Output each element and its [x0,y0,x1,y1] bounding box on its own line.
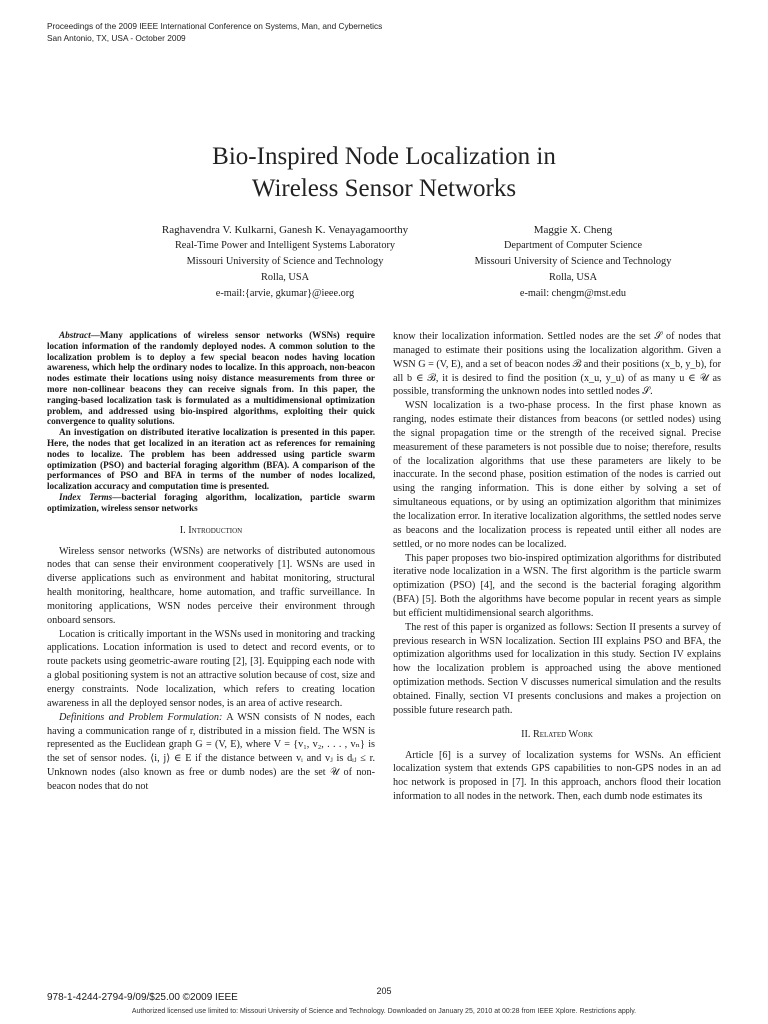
index-terms [47,492,375,514]
paper-title [0,141,768,205]
section-heading-related-work: II. Related Work [521,728,593,740]
right-paragraph-3: This paper proposes two bio-inspired optimization algorithms for distributed iterative node localization in a WSN. The first algorithm is the particle swarm optimization (PSO) [4], and the second is the bacterial foraging algorithm (BFA) [5]. Both the algorithms have become popular in recent years as simple but efficient multidimensional search algorithms. [393,552,721,619]
abstract-dash: — [90,330,100,340]
abstract-text-1: Many applications of wireless sensor networks (WSNs) require location information of the randomly deployed nodes. A common solution to the localization problem is to deploy a few special beacon nodes having location awareness, which help the ordinary nodes to localize. In this approach, non-beacon nodes estimate their locations using noisy distance measurements from three or more non-collinear beacons they can receive signals from. In this paper, the ranging-based localization task is formulated as a multidimensional optimization problem, and addressed using bio-inspired algorithms, exploiting their quick convergence to quality solutions. [47,330,375,427]
abstract [47,330,375,514]
index-terms-dash: — [112,491,122,502]
abstract-paragraph-2: An investigation on distributed iterative localization is presented in this paper. Here, the nodes that get localized in an iteration act as references for remaining nodes to localize. The problem has been addressed using particle swarm optimization (PSO) and bacterial foraging algorithm (BFA). A comparison of the performances of PSO and BFA in terms of the number of nodes localized, localization accuracy and computation time is presented. [47,427,375,492]
author-block-left [130,222,440,302]
author-location: Rolla, USA [260,272,310,283]
right-paragraph-1: know their localization information. Settled nodes are the set 𝒮 of nodes that managed to estimate their positions using the localization algorithm. Given a WSN G = (V, E), and a set of beacon nodes ℬ and their positions (x_b, y_b), for all b ∈ ℬ, it is desired to find the position (x_u, y_u) of as many u ∈ 𝒰 as possible, transforming the unknown nodes into settled nodes 𝒮. [393,331,721,398]
abstract-label: Abstract [59,330,91,340]
title-line-2: Wireless Sensor Networks [251,175,517,202]
conference-header [47,20,382,44]
section-heading-introduction: I. Introduction [179,524,243,536]
conference-line-1: Proceedings of the 2009 IEEE International Conference on Systems, Man, and Cybernetics [47,21,383,31]
definitions-text: A WSN consists of N nodes, each having a communication range of r, distributed in a mission field. The WSN is represented as the Euclidean graph G = (V, E), where V = {v₁, v₂, . . . , vₙ} is the set of sensor nodes. ⟨i, j⟩ ∈ E if the distance between vᵢ and vⱼ is dᵢⱼ ≤ r. Unknown nodes (also known as free or dumb nodes) are the set 𝒰 of non-beacon nodes that do not [47,711,375,792]
related-paragraph-1: Article [6] is a survey of localization systems for WSNs. An efficient localization system that extends GPS capabilities to non-GPS nodes in an ad hoc network is proposed in [7]. In this approach, anchors flood their location information to all nodes in the network. Then, each dumb node estimates its [393,749,721,803]
author-email: e-mail: chengm@mst.edu [519,288,627,299]
abstract-paragraph-1 [47,330,375,427]
license-notice: Authorized licensed use limited to: Missouri University of Science and Technology. Downloaded on January 25, 2010 at 00:28 from IEEE Xplore. Restrictions apply. [131,1008,637,1015]
author-affiliation: Real-Time Power and Intelligent Systems Laboratory [174,240,396,251]
author-block-right [418,222,728,302]
intro-paragraph-1: Wireless sensor networks (WSNs) are networks of distributed autonomous nodes that can sense their environment cooperatively [1]. WSNs are used in diverse applications such as environment and habitat monitoring, structural health monitoring, healthcare, home automation, and traffic surveillance. In monitoring applications, WSN nodes perceive their environment through onboard sensors. [47,545,375,626]
index-terms-text: bacterial foraging algorithm, localization, particle swarm optimization, wireless sensor networks [47,491,375,513]
right-paragraph-4: The rest of this paper is organized as follows: Section II presents a survey of previous research in WSN localization. Section III explains PSO and BFA, the optimization algorithms used for localization in this study. Section IV explains how the localization problem is approached using the above mentioned optimization methods. Section V discusses numerical simulation and the results obtained. Finally, section VI presents conclusions and makes a projection on possible future research path. [393,621,721,716]
author-affiliation: Department of Computer Science [503,240,643,251]
footer-isbn: 978-1-4244-2794-9/09/$25.00 ©2009 IEEE [47,992,238,1003]
author-university: Missouri University of Science and Technology [474,256,672,267]
author-email: e-mail:{arvie, gkumar}@ieee.org [215,288,355,299]
author-location: Rolla, USA [548,272,598,283]
right-column [393,330,721,804]
definitions-paragraph [47,711,375,794]
conference-line-2: San Antonio, TX, USA - October 2009 [47,33,186,43]
title-line-1: Bio-Inspired Node Localization in [212,143,556,170]
index-terms-label: Index Terms [59,491,113,502]
left-column [47,330,375,794]
intro-paragraph-2: Location is critically important in the WSNs used in monitoring and tracking applications. Location information is used to detect and record events, or to route packets using geometric-aware routing [2], [3]. Equipping each node with a global positioning system is not an attractive solution because of cost, size and energy constraints. Node localization, which refers to creating location awareness in all the deployed sensor nodes, is an area of active research. [47,628,375,709]
right-paragraph-2: WSN localization is a two-phase process. In the first phase known as ranging, nodes estimate their distances from beacons (or settled nodes) using the signal propagation time or the strength of the received signal. Precise measurement of these parameters is not possible due to noise; therefore, results of the localization algorithms that use these parameters are likely to be inaccurate. In the second phase, position estimation of the nodes is carried out using the ranging information. This is done either by solving a set of simultaneous equations, or by using an optimization algorithm that minimizes the localization error. In iterative localization algorithms, the settled nodes serve as beacons and the localization process is repeated until either all nodes are settled, or no more nodes can be localized. [393,400,721,550]
author-names: Maggie X. Cheng [533,224,613,236]
page-number: 205 [376,986,392,996]
definitions-heading: Definitions and Problem Formulation: [59,711,223,723]
author-names: Raghavendra V. Kulkarni, Ganesh K. Venayagamoorthy [161,224,409,236]
author-university: Missouri University of Science and Technology [186,256,384,267]
